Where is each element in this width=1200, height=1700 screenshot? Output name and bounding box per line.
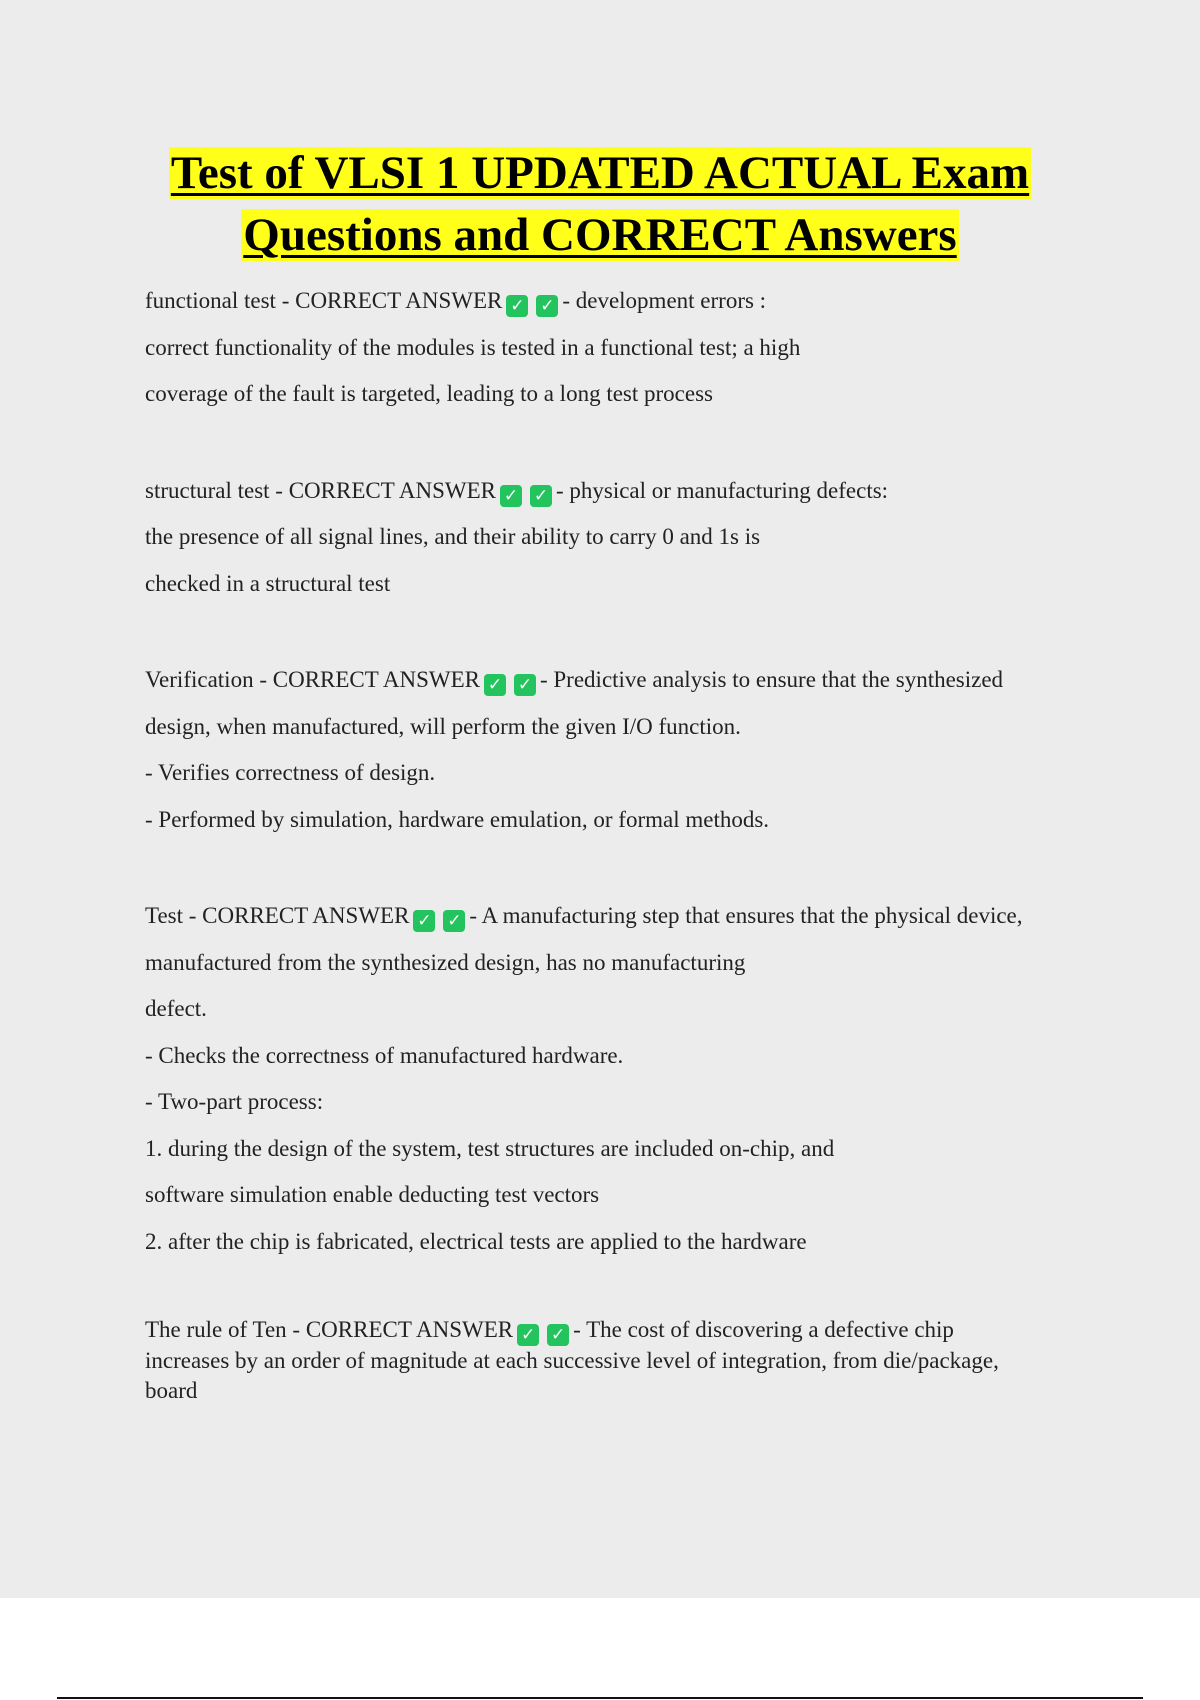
entry-line: checked in a structural test — [145, 570, 391, 596]
entry-answer-start: - development errors : — [562, 288, 767, 313]
check-icon: ✓ — [536, 295, 558, 317]
entry-line: coverage of the fault is targeted, leading to a long test process — [145, 381, 713, 406]
entry-line: defect. — [145, 996, 207, 1021]
qa-entry-rule-of-ten — [145, 1315, 1085, 1406]
qa-list — [145, 278, 1085, 1456]
entry-term: The rule of Ten — [145, 1317, 287, 1342]
entry-answer-tag: - CORRECT ANSWER — [188, 903, 410, 928]
check-icon: ✓ — [530, 485, 552, 507]
qa-entry-functional-test — [145, 278, 1085, 418]
entry-answer-start: - A manufacturing step that ensures that the physical device, — [469, 903, 1023, 928]
entry-line: board — [145, 1378, 198, 1403]
entry-line: - Verifies correctness of design. — [145, 760, 436, 785]
document-title — [0, 142, 1200, 266]
entry-answer-tag: - CORRECT ANSWER — [275, 477, 496, 503]
entry-line: increases by an order of magnitude at each successive level of integration, from die/package, — [145, 1348, 999, 1373]
check-icon: ✓ — [547, 1324, 569, 1346]
entry-line: the presence of all signal lines, and their ability to carry 0 and 1s is — [145, 524, 761, 549]
entry-answer-start: - The cost of discovering a defective chip — [573, 1317, 954, 1342]
entry-first-line — [145, 893, 1085, 940]
entry-line: - Two-part process: — [145, 1089, 324, 1114]
entry-first-line — [145, 657, 1085, 704]
title-line-1: Test of VLSI 1 UPDATED ACTUAL Exam — [170, 147, 1030, 199]
entry-line: 2. after the chip is fabricated, electrical tests are applied to the hardware — [145, 1228, 807, 1254]
entry-answer-tag: - CORRECT ANSWER — [292, 1317, 514, 1342]
entry-term: functional test — [145, 288, 276, 313]
check-icon: ✓ — [506, 295, 528, 317]
entry-answer-tag: - CORRECT ANSWER — [259, 667, 480, 692]
check-icon: ✓ — [514, 674, 536, 696]
entry-term: Verification — [145, 667, 254, 692]
footer-divider — [57, 1697, 1143, 1699]
entry-line: manufactured from the synthesized design, has no manufacturing — [145, 949, 746, 975]
entry-line: - Checks the correctness of manufactured hardware. — [145, 1042, 624, 1068]
entry-line: design, when manufactured, will perform the given I/O function. — [145, 713, 741, 739]
qa-entry-verification — [145, 657, 1085, 843]
entry-first-line — [145, 1315, 1085, 1346]
entry-answer-tag: - CORRECT ANSWER — [281, 288, 503, 313]
entry-term: Test — [145, 903, 183, 928]
entry-answer-start: - physical or manufacturing defects: — [555, 477, 889, 503]
qa-entry-structural-test — [145, 468, 1085, 608]
check-icon: ✓ — [484, 674, 506, 696]
entry-line: software simulation enable deducting test vectors — [145, 1182, 600, 1207]
qa-entry-test — [145, 893, 1085, 1265]
entry-line: correct functionality of the modules is tested in a functional test; a high — [145, 334, 801, 360]
entry-term: structural test — [145, 477, 270, 503]
check-icon: ✓ — [443, 910, 465, 932]
entry-answer-start: - Predictive analysis to ensure that the synthesized — [539, 667, 1004, 692]
entry-line: - Performed by simulation, hardware emulation, or formal methods. — [145, 806, 770, 832]
entry-first-line — [145, 468, 1085, 515]
entry-first-line — [145, 278, 1085, 325]
check-icon: ✓ — [517, 1324, 539, 1346]
check-icon: ✓ — [500, 485, 522, 507]
check-icon: ✓ — [413, 910, 435, 932]
entry-line: 1. during the design of the system, test structures are included on-chip, and — [145, 1135, 835, 1161]
title-line-2: Questions and CORRECT Answers — [243, 209, 957, 261]
